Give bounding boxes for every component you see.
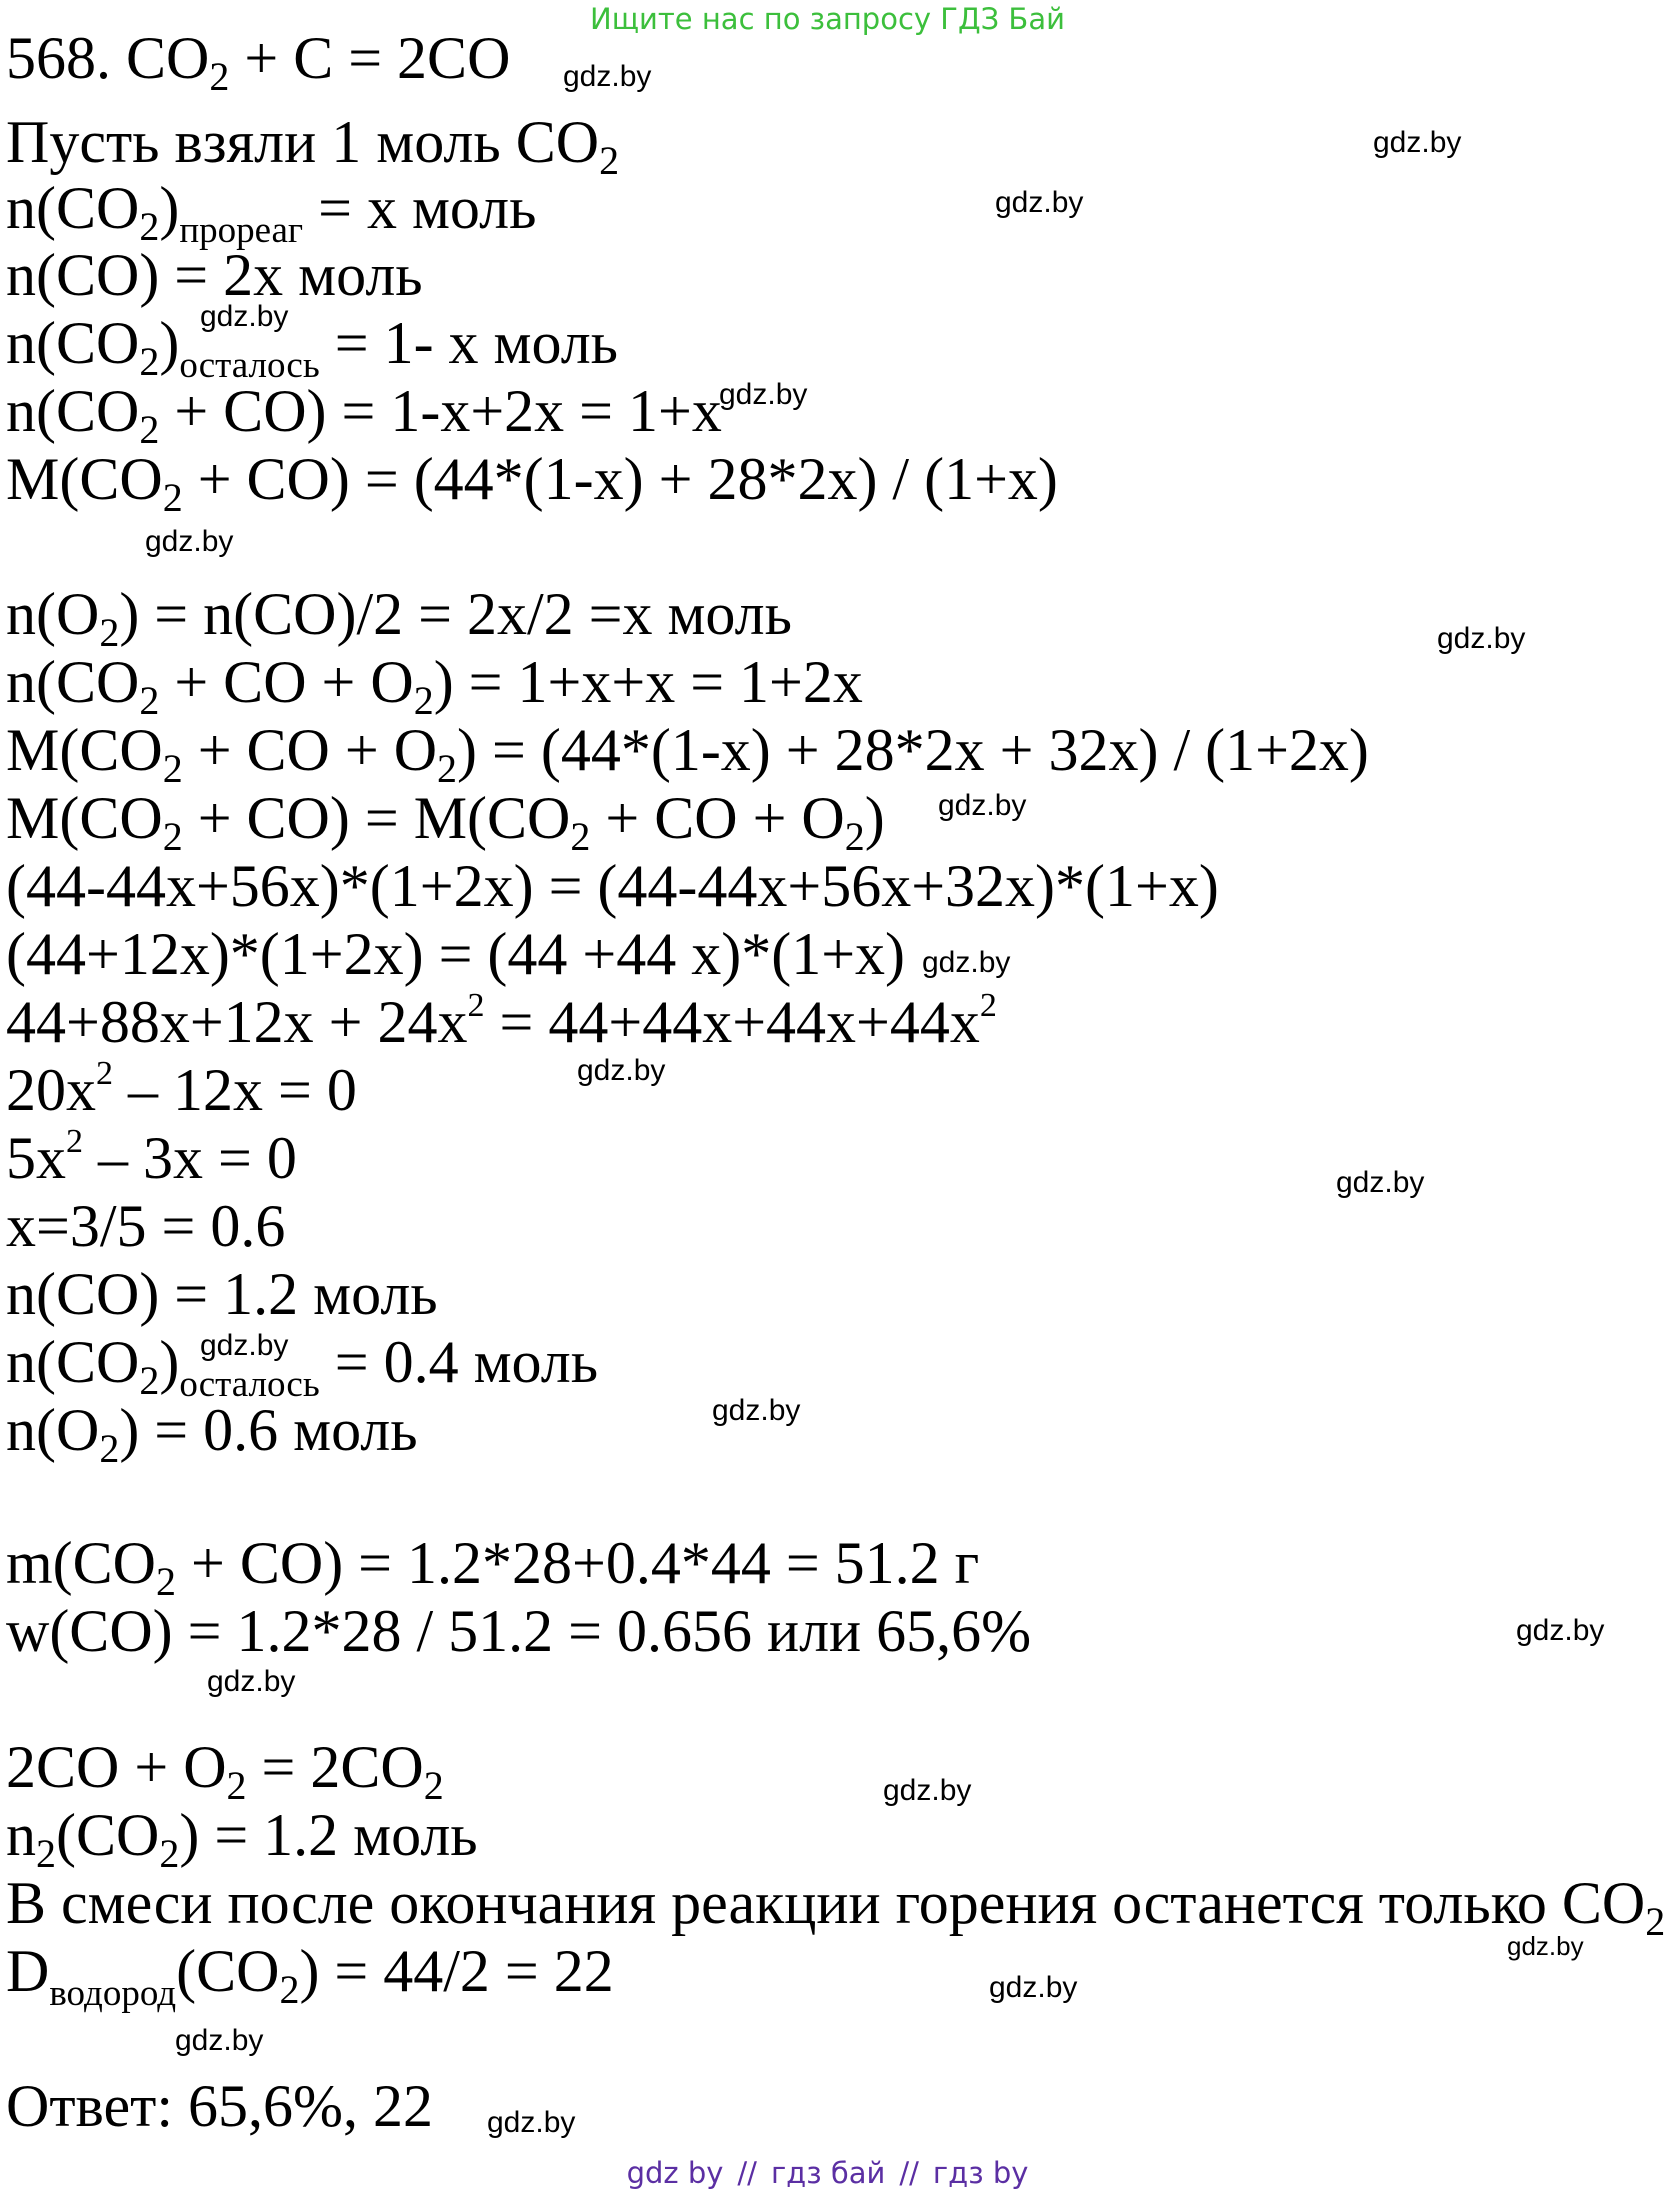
footer-link-gdz-bay[interactable]: гдз бай bbox=[770, 2156, 886, 2190]
solution-line-9: $n(CO_2$ + CO + $O_2) = 1+x+x = 1+2x$ bbox=[6, 649, 863, 723]
watermark: gdz.by bbox=[1336, 1166, 1425, 1199]
solution-line-22: w(CO) = 1.2*28 / 51.2 = 0.656 или 65,6% bbox=[6, 1598, 1032, 1664]
solution-line-1: 568. $CO_2 + C = 2CO$ bbox=[6, 25, 511, 99]
header-search-link[interactable]: Ищите нас по запросу ГДЗ Бай bbox=[590, 2, 1065, 36]
watermark: gdz.by bbox=[1373, 126, 1462, 159]
footer-link-gdz-by-ru[interactable]: гдз by bbox=[932, 2156, 1029, 2190]
solution-line-13: (44+12x)*(1+2x) = (44 +44 x)*(1+x) bbox=[6, 921, 906, 987]
solution-line-14: $44+88x+12x + 24x^2 = 44+44x+44x+44x^2$ bbox=[6, 987, 997, 1055]
watermark: gdz.by bbox=[207, 1665, 296, 1698]
answer-line: Ответ: 65,6%, 22 bbox=[6, 2073, 434, 2139]
watermark: gdz.by bbox=[200, 300, 289, 333]
solution-line-20: $n(O_2) = 0.6$ моль bbox=[6, 1397, 418, 1471]
solution-line-15: $20x^2 - 12x = 0$ bbox=[6, 1055, 357, 1123]
watermark: gdz.by bbox=[712, 1394, 801, 1427]
watermark: gdz.by bbox=[719, 378, 808, 411]
solution-line-6: $n(CO_2 + CO) = 1-x+2x = 1+x$ bbox=[6, 378, 722, 452]
solution-line-5: $n(CO_2)_{осталось} = 1-$ x моль bbox=[6, 310, 619, 386]
footer-separator: // bbox=[899, 2156, 919, 2190]
watermark: gdz.by bbox=[175, 2024, 264, 2057]
watermark: gdz.by bbox=[995, 186, 1084, 219]
watermark: gdz.by bbox=[577, 1054, 666, 1087]
solution-line-16: $5x^2 - 3x = 0$ bbox=[6, 1123, 297, 1191]
solution-line-3: $n(CO_2)_{прореаг} = x$ моль bbox=[6, 175, 537, 251]
solution-line-18: n(CO) = 1.2 моль bbox=[6, 1261, 438, 1327]
solution-line-21: $m(CO_2 + CO) = 1.2*28+0.4*44 = 51.2$ г bbox=[6, 1530, 980, 1604]
solution-line-24: $n_2(CO_2) = 1.2$ моль bbox=[6, 1802, 478, 1876]
solution-line-4: n(CO) = 2x моль bbox=[6, 242, 423, 308]
solution-line-11: $M(CO_2 + CO) = M(CO_2$ + CO + $O_2$) bbox=[6, 785, 885, 859]
watermark: gdz.by bbox=[487, 2106, 576, 2139]
solution-line-26: $D_{водород}(CO_2) = 44/2 = 22$ bbox=[6, 1938, 614, 2014]
watermark: gdz.by bbox=[938, 789, 1027, 822]
solution-line-19: $n(CO_2)_{осталось} = 0.4$ моль bbox=[6, 1329, 599, 1405]
footer-separator: // bbox=[737, 2156, 757, 2190]
watermark: gdz.by bbox=[922, 946, 1011, 979]
watermark: gdz.by bbox=[1437, 622, 1526, 655]
solution-line-2: Пусть взяли 1 моль $CO_2$ bbox=[6, 109, 620, 183]
watermark: gdz.by bbox=[1516, 1614, 1605, 1647]
solution-line-23: $2CO + O_2 = 2CO_2$ bbox=[6, 1734, 444, 1808]
solution-line-8: $n(O_2) = n(CO)/2 = 2x/2 =x$ моль bbox=[6, 581, 792, 655]
solution-line-7: $M(CO_2 + CO) = (44*(1-x) + 28*2x) / (1+x)$ bbox=[6, 446, 1058, 520]
watermark: gdz.by bbox=[989, 1971, 1078, 2004]
watermark: gdz.by bbox=[200, 1329, 289, 1362]
footer-links bbox=[0, 2156, 1655, 2190]
watermark: gdz.by bbox=[883, 1774, 972, 1807]
solution-line-10: $M(CO_2$ + CO + $O_2) = (44*(1-x) + 28*2x + 32x) / (1+2x)$ bbox=[6, 717, 1369, 791]
watermark: gdz.by bbox=[145, 525, 234, 558]
footer-link-gdz-by[interactable]: gdz by bbox=[626, 2156, 724, 2190]
watermark: gdz.by bbox=[563, 60, 652, 93]
watermark: gdz.by bbox=[1507, 1931, 1584, 1961]
solution-line-25: В смеси после окончания реакции горения останется только $CO_2$ bbox=[6, 1870, 1665, 1944]
solution-line-12: (44-44x+56x)*(1+2x) = (44-44x+56x+32x)*(1+x) bbox=[6, 853, 1219, 919]
solution-line-17: x=3/5 = 0.6 bbox=[6, 1193, 286, 1259]
